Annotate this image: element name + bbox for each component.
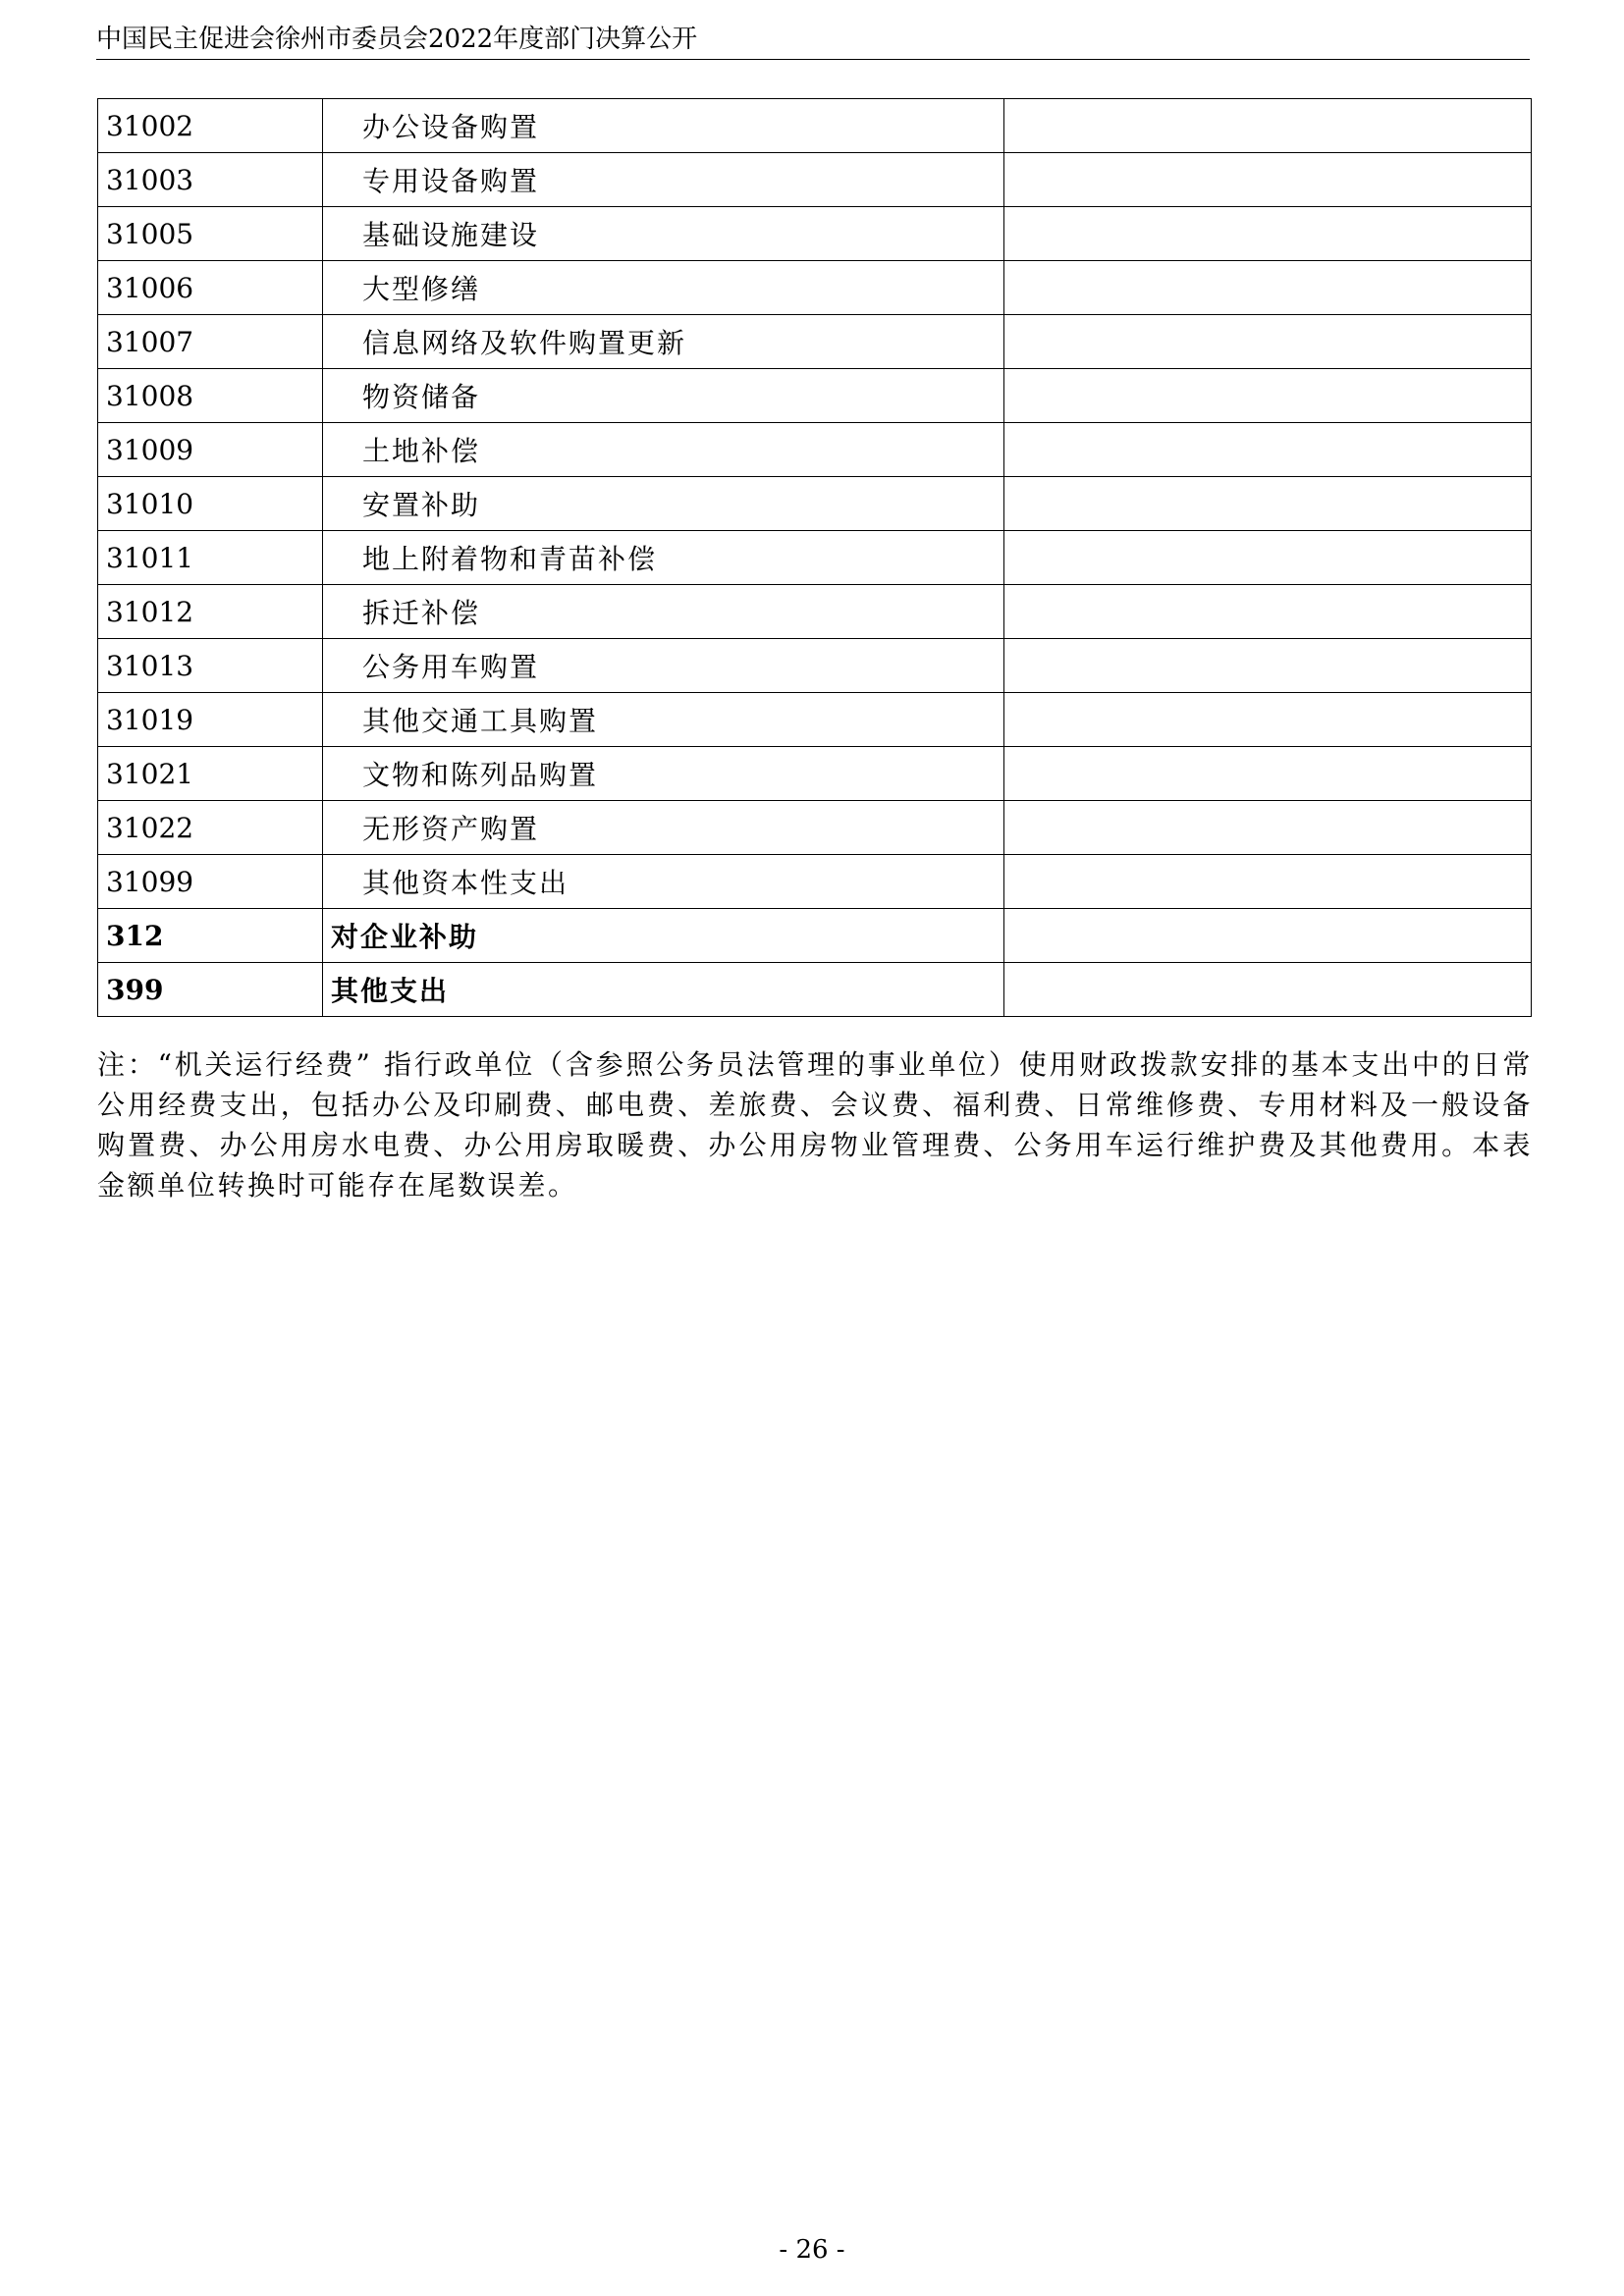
table-row xyxy=(98,423,1532,477)
cell-name-text: 土地补偿 xyxy=(362,435,481,467)
table-row xyxy=(98,747,1532,801)
cell-amount xyxy=(1004,855,1532,909)
cell-name xyxy=(323,369,1004,423)
table-row xyxy=(98,153,1532,207)
table-row xyxy=(98,693,1532,747)
cell-amount xyxy=(1004,99,1532,153)
cell-name xyxy=(323,639,1004,693)
cell-name-text: 物资储备 xyxy=(362,381,481,413)
cell-name xyxy=(323,261,1004,315)
table-body xyxy=(98,99,1532,1017)
cell-code: 31006 xyxy=(98,261,323,315)
cell-amount xyxy=(1004,423,1532,477)
cell-name-text: 拆迁补偿 xyxy=(362,597,481,629)
cell-code: 31019 xyxy=(98,693,323,747)
cell-name xyxy=(323,423,1004,477)
cell-name xyxy=(323,99,1004,153)
table-row xyxy=(98,99,1532,153)
cell-name-text: 办公设备购置 xyxy=(362,111,540,143)
cell-name-text: 大型修缮 xyxy=(362,273,481,305)
cell-code: 399 xyxy=(98,963,323,1017)
cell-amount xyxy=(1004,153,1532,207)
cell-name-text: 安置补助 xyxy=(362,489,481,521)
cell-code: 31007 xyxy=(98,315,323,369)
cell-name-text: 信息网络及软件购置更新 xyxy=(362,327,687,359)
table-row xyxy=(98,315,1532,369)
table-row xyxy=(98,639,1532,693)
table-row xyxy=(98,585,1532,639)
cell-code: 31009 xyxy=(98,423,323,477)
cell-code: 31011 xyxy=(98,531,323,585)
table-row xyxy=(98,477,1532,531)
table-row xyxy=(98,369,1532,423)
cell-name-text: 对企业补助 xyxy=(331,921,479,953)
cell-amount xyxy=(1004,963,1532,1017)
cell-name-text: 专用设备购置 xyxy=(362,165,540,197)
table-row xyxy=(98,531,1532,585)
cell-code: 31022 xyxy=(98,801,323,855)
cell-code: 31021 xyxy=(98,747,323,801)
cell-name-text: 基础设施建设 xyxy=(362,219,540,251)
cell-name-text: 无形资产购置 xyxy=(362,813,540,845)
cell-code: 31003 xyxy=(98,153,323,207)
cell-name-text: 其他支出 xyxy=(331,975,450,1007)
table-row xyxy=(98,261,1532,315)
cell-name xyxy=(323,315,1004,369)
cell-name-text: 文物和陈列品购置 xyxy=(362,759,599,791)
header-title: 中国民主促进会徐州市委员会2022年度部门决算公开 xyxy=(96,25,698,54)
table-row xyxy=(98,963,1532,1017)
cell-amount xyxy=(1004,585,1532,639)
cell-name-text: 其他资本性支出 xyxy=(362,867,569,899)
cell-name xyxy=(323,585,1004,639)
table-row xyxy=(98,855,1532,909)
cell-amount xyxy=(1004,531,1532,585)
cell-name-text: 其他交通工具购置 xyxy=(362,705,599,737)
table-note: 注：“机关运行经费” 指行政单位（含参照公务员法管理的事业单位）使用财政拨款安排的基本支出中的日常公用经费支出，包括办公及印刷费、邮电费、差旅费、会议费、福利费、日常维修费、专用材料及一般设备购置费、办公用房水电费、办公用房取暖费、办公用房物业管理费、公务用车运行维护费及其他费用。本表金额单位转换时可能存在尾数误差。 xyxy=(97,1048,1533,1201)
page-header xyxy=(96,20,1530,60)
cell-amount xyxy=(1004,477,1532,531)
cell-code: 31013 xyxy=(98,639,323,693)
cell-name xyxy=(323,207,1004,261)
cell-code: 31010 xyxy=(98,477,323,531)
cell-amount xyxy=(1004,801,1532,855)
cell-name xyxy=(323,855,1004,909)
cell-code: 31012 xyxy=(98,585,323,639)
cell-name-text: 地上附着物和青苗补偿 xyxy=(362,543,658,575)
cell-name-text: 公务用车购置 xyxy=(362,651,540,683)
cell-amount xyxy=(1004,747,1532,801)
cell-amount xyxy=(1004,261,1532,315)
cell-code: 31008 xyxy=(98,369,323,423)
cell-name xyxy=(323,963,1004,1017)
expenditure-table xyxy=(97,98,1532,1017)
cell-code: 31099 xyxy=(98,855,323,909)
cell-amount xyxy=(1004,693,1532,747)
cell-code: 312 xyxy=(98,909,323,963)
cell-name xyxy=(323,909,1004,963)
cell-code: 31002 xyxy=(98,99,323,153)
table-row xyxy=(98,909,1532,963)
cell-name xyxy=(323,747,1004,801)
cell-amount xyxy=(1004,909,1532,963)
cell-name xyxy=(323,531,1004,585)
cell-name xyxy=(323,477,1004,531)
cell-name xyxy=(323,153,1004,207)
cell-amount xyxy=(1004,639,1532,693)
table-row xyxy=(98,207,1532,261)
table-row xyxy=(98,801,1532,855)
cell-name xyxy=(323,801,1004,855)
cell-amount xyxy=(1004,315,1532,369)
cell-name xyxy=(323,693,1004,747)
page-number: - 26 - xyxy=(779,2235,845,2265)
cell-code: 31005 xyxy=(98,207,323,261)
cell-amount xyxy=(1004,207,1532,261)
cell-amount xyxy=(1004,369,1532,423)
